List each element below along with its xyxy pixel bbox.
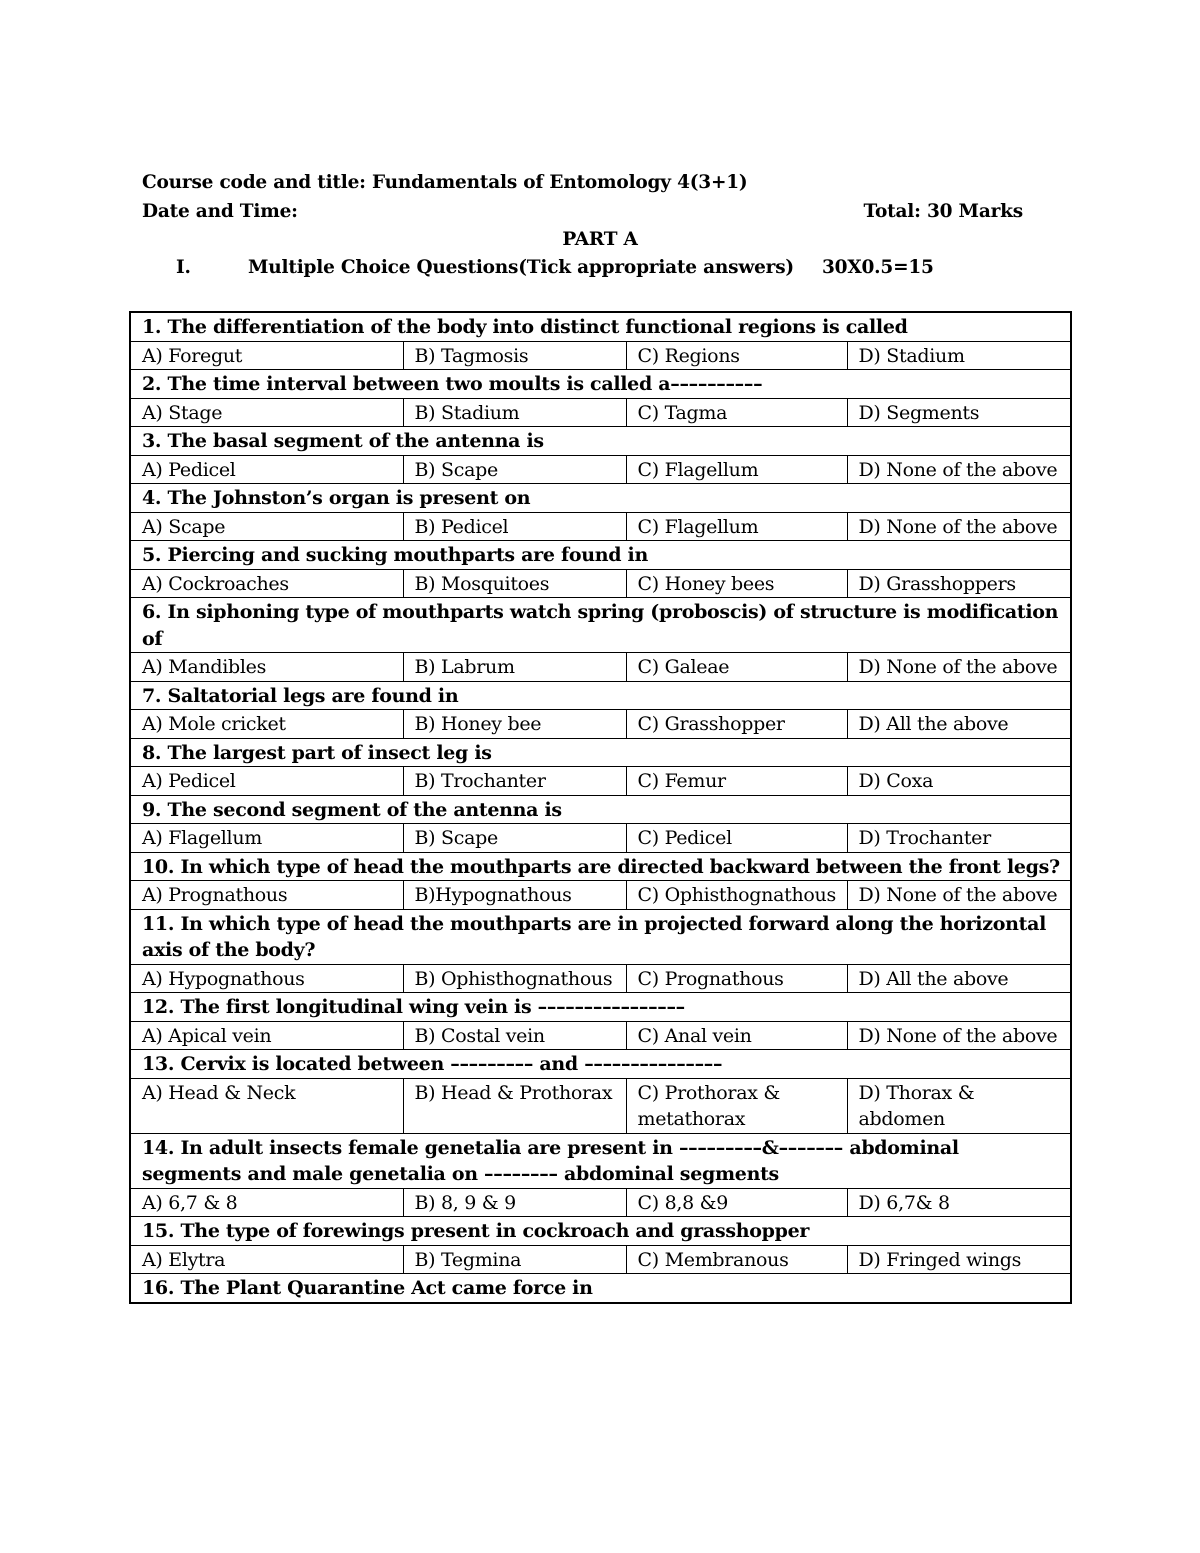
total-marks: Total: 30 Marks (863, 201, 1023, 222)
answer-option-d[interactable]: D) None of the above (847, 1021, 1071, 1050)
answer-option-a[interactable]: A) Hypognathous (130, 964, 403, 993)
answer-option-c[interactable]: C) Tagma (626, 398, 847, 427)
options-row (130, 1078, 1071, 1133)
question-text: 10. In which type of head the mouthparts are directed backward between the front legs? (130, 852, 1071, 881)
question-text: 16. The Plant Quarantine Act came force in (130, 1274, 1071, 1303)
answer-option-c[interactable]: C) Prognathous (626, 964, 847, 993)
section-title: Multiple Choice Questions(Tick appropriate answers) (248, 257, 794, 278)
section-roman: I. (176, 257, 191, 278)
answer-option-b[interactable]: B) Mosquitoes (403, 569, 626, 598)
answer-option-b[interactable]: B) Head & Prothorax (403, 1078, 626, 1133)
answer-option-c[interactable]: C) 8,8 &9 (626, 1188, 847, 1217)
question-text: 12. The first longitudinal wing vein is –––––––––––––––– (130, 993, 1071, 1022)
answer-option-a[interactable]: A) Pedicel (130, 455, 403, 484)
answer-option-a[interactable]: A) Elytra (130, 1245, 403, 1274)
answer-option-c[interactable]: C) Galeae (626, 653, 847, 682)
answer-option-b[interactable]: B) Scape (403, 455, 626, 484)
question-row (130, 738, 1071, 767)
question-text: 9. The second segment of the antenna is (130, 795, 1071, 824)
answer-option-b[interactable]: B) Honey bee (403, 710, 626, 739)
options-row (130, 1188, 1071, 1217)
answer-option-d[interactable]: D) Grasshoppers (847, 569, 1071, 598)
answer-option-a[interactable]: A) Foregut (130, 341, 403, 370)
answer-option-d[interactable]: D) None of the above (847, 455, 1071, 484)
options-row (130, 341, 1071, 370)
question-row (130, 909, 1071, 964)
question-text: 13. Cervix is located between ––––––––– and ––––––––––––––– (130, 1050, 1071, 1079)
answer-option-d[interactable]: D) Fringed wings (847, 1245, 1071, 1274)
answer-option-c[interactable]: C) Honey bees (626, 569, 847, 598)
answer-option-d[interactable]: D) Coxa (847, 767, 1071, 796)
answer-option-c[interactable]: C) Femur (626, 767, 847, 796)
answer-option-b[interactable]: B) Costal vein (403, 1021, 626, 1050)
answer-option-d[interactable]: D) All the above (847, 710, 1071, 739)
options-row (130, 653, 1071, 682)
answer-option-c[interactable]: C) Flagellum (626, 455, 847, 484)
question-row (130, 312, 1071, 341)
answer-option-c[interactable]: C) Flagellum (626, 512, 847, 541)
question-row (130, 1274, 1071, 1303)
question-row (130, 681, 1071, 710)
answer-option-b[interactable]: B)Hypognathous (403, 881, 626, 910)
answer-option-a[interactable]: A) Stage (130, 398, 403, 427)
answer-option-c[interactable]: C) Pedicel (626, 824, 847, 853)
answer-option-a[interactable]: A) Flagellum (130, 824, 403, 853)
question-row (130, 795, 1071, 824)
answer-option-b[interactable]: B) Ophisthognathous (403, 964, 626, 993)
answer-option-d[interactable]: D) Trochanter (847, 824, 1071, 853)
answer-option-a[interactable]: A) Mandibles (130, 653, 403, 682)
options-row (130, 710, 1071, 739)
question-text: 6. In siphoning type of mouthparts watch spring (proboscis) of structure is modification of (130, 598, 1071, 653)
answer-option-d[interactable]: D) None of the above (847, 881, 1071, 910)
answer-option-a[interactable]: A) Pedicel (130, 767, 403, 796)
answer-option-c[interactable]: C) Prothorax & metathorax (626, 1078, 847, 1133)
options-row (130, 824, 1071, 853)
answer-option-b[interactable]: B) Pedicel (403, 512, 626, 541)
answer-option-d[interactable]: D) None of the above (847, 653, 1071, 682)
question-text: 7. Saltatorial legs are found in (130, 681, 1071, 710)
answer-option-b[interactable]: B) Stadium (403, 398, 626, 427)
question-text: 8. The largest part of insect leg is (130, 738, 1071, 767)
answer-option-b[interactable]: B) Scape (403, 824, 626, 853)
answer-option-a[interactable]: A) Apical vein (130, 1021, 403, 1050)
question-row (130, 427, 1071, 456)
answer-option-b[interactable]: B) Labrum (403, 653, 626, 682)
answer-option-b[interactable]: B) Tegmina (403, 1245, 626, 1274)
question-row (130, 484, 1071, 513)
answer-option-a[interactable]: A) Mole cricket (130, 710, 403, 739)
question-text: 14. In adult insects female genetalia are present in –––––––––&––––––– abdominal segments and male genetalia on –––––––– abdominal segments (130, 1133, 1071, 1188)
question-row (130, 993, 1071, 1022)
options-row (130, 881, 1071, 910)
options-row (130, 398, 1071, 427)
question-row (130, 541, 1071, 570)
answer-option-d[interactable]: D) 6,7& 8 (847, 1188, 1071, 1217)
answer-option-a[interactable]: A) Prognathous (130, 881, 403, 910)
answer-option-c[interactable]: C) Regions (626, 341, 847, 370)
answer-option-b[interactable]: B) Trochanter (403, 767, 626, 796)
options-row (130, 1245, 1071, 1274)
answer-option-a[interactable]: A) Scape (130, 512, 403, 541)
answer-option-c[interactable]: C) Anal vein (626, 1021, 847, 1050)
question-text: 4. The Johnston’s organ is present on (130, 484, 1071, 513)
question-row (130, 1050, 1071, 1079)
question-text: 2. The time interval between two moults is called a–––––––––– (130, 370, 1071, 399)
answer-option-a[interactable]: A) Head & Neck (130, 1078, 403, 1133)
options-row (130, 1021, 1071, 1050)
question-text: 1. The differentiation of the body into distinct functional regions is called (130, 312, 1071, 341)
mcq-table (129, 311, 1072, 1304)
course-title: Course code and title: Fundamentals of Entomology 4(3+1) (142, 172, 748, 193)
question-text: 3. The basal segment of the antenna is (130, 427, 1071, 456)
options-row (130, 767, 1071, 796)
answer-option-a[interactable]: A) Cockroaches (130, 569, 403, 598)
answer-option-a[interactable]: A) 6,7 & 8 (130, 1188, 403, 1217)
options-row (130, 964, 1071, 993)
answer-option-c[interactable]: C) Ophisthognathous (626, 881, 847, 910)
options-row (130, 569, 1071, 598)
part-title: PART A (562, 229, 638, 250)
answer-option-c[interactable]: C) Grasshopper (626, 710, 847, 739)
answer-option-c[interactable]: C) Membranous (626, 1245, 847, 1274)
question-text: 11. In which type of head the mouthparts are in projected forward along the horizontal axis of the body? (130, 909, 1071, 964)
options-row (130, 512, 1071, 541)
question-text: 5. Piercing and sucking mouthparts are found in (130, 541, 1071, 570)
question-row (130, 1217, 1071, 1246)
answer-option-d[interactable]: D) Segments (847, 398, 1071, 427)
answer-option-d[interactable]: D) None of the above (847, 512, 1071, 541)
answer-option-b[interactable]: B) Tagmosis (403, 341, 626, 370)
section-heading (176, 257, 934, 278)
section-marks: 30X0.5=15 (821, 257, 934, 278)
question-row (130, 852, 1071, 881)
options-row (130, 455, 1071, 484)
question-row (130, 1133, 1071, 1188)
answer-option-d[interactable]: D) All the above (847, 964, 1071, 993)
question-row (130, 598, 1071, 653)
question-text: 15. The type of forewings present in cockroach and grasshopper (130, 1217, 1071, 1246)
date-time-label: Date and Time: (142, 201, 298, 222)
question-row (130, 370, 1071, 399)
answer-option-b[interactable]: B) 8, 9 & 9 (403, 1188, 626, 1217)
answer-option-d[interactable]: D) Thorax & abdomen (847, 1078, 1071, 1133)
answer-option-d[interactable]: D) Stadium (847, 341, 1071, 370)
